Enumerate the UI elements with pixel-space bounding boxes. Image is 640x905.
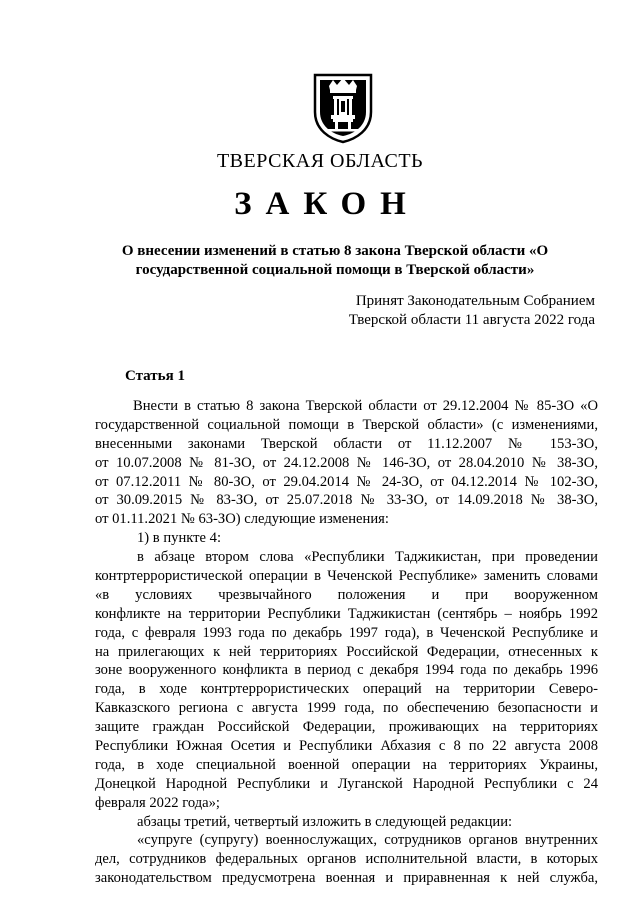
article-heading: Статья 1 bbox=[125, 368, 185, 384]
text-line: «супруге (супругу) военнослужащих, сотрудников органов внутренних bbox=[137, 832, 598, 849]
text-line: конфликте на территории Республики Таджикистан (сентябрь – ноябрь 1992 bbox=[95, 605, 598, 622]
text-line: Кавказского региона с августа 1999 года, по обеспечению безопасности и bbox=[95, 700, 598, 717]
text-line: Донецкой Народной Республики и Луганской Народной Республики с 24 bbox=[95, 775, 598, 792]
text-line: «в условиях чрезвычайного положения и при вооруженном bbox=[95, 586, 598, 603]
text-line: 1) в пункте 4: bbox=[137, 530, 222, 547]
text-line: февраля 2022 года»; bbox=[95, 794, 220, 811]
subtitle-line: О внесении изменений в статью 8 закона Тверской области «О bbox=[121, 243, 549, 259]
text-line: года, с февраля 1993 года по декабрь 1997 года), в Чеченской Республике и bbox=[95, 624, 598, 641]
text-line: в абзаце втором слова «Республики Таджикистан, при проведении bbox=[137, 549, 598, 566]
coat-of-arms-icon bbox=[312, 72, 374, 144]
law-subtitle bbox=[120, 242, 550, 280]
subtitle-line: государственной социальной помощи в Тверской области» bbox=[135, 262, 535, 278]
text-line: защите граждан Российской Федерации, проживающих на территориях bbox=[95, 719, 598, 736]
text-line: абзацы третий, четвертый изложить в следующей редакции: bbox=[137, 813, 513, 830]
region-name: ТВЕРСКАЯ ОБЛАСТЬ bbox=[216, 150, 424, 172]
text-line: зоне вооруженного конфликта в период с декабря 1994 года по декабрь 1996 bbox=[95, 662, 598, 679]
text-line: на прилегающих к ней территориях Российской Федерации, отнесенных к bbox=[95, 643, 598, 660]
text-line: от 07.12.2011 № 80-ЗО, от 29.04.2014 № 24-ЗО, от 04.12.2014 № 102-ЗО, bbox=[95, 473, 598, 490]
adoption-line: Тверской области 11 августа 2022 года bbox=[348, 312, 595, 328]
text-line: от 10.07.2008 № 81-ЗО, от 24.12.2008 № 146-ЗО, от 28.04.2010 № 38-ЗО, bbox=[95, 454, 598, 471]
text-line: Внести в статью 8 закона Тверской области от 29.12.2004 № 85-ЗО «О bbox=[133, 398, 598, 414]
law-title: ЗАКОН bbox=[234, 186, 420, 222]
text-line: года, в ходе контртеррористических операций на территории Северо- bbox=[95, 681, 598, 698]
text-line: контртеррористической операции в Чеченской Республике» заменить словами bbox=[95, 568, 598, 585]
text-line: внесенными законами Тверской области от 11.12.2007 № 153-ЗО, bbox=[95, 435, 598, 452]
text-line: законодательством предусмотрена военная и приравненная к ней служба, bbox=[95, 870, 598, 887]
adoption-line: Принят Законодательным Собранием bbox=[355, 293, 595, 309]
text-line: года, в ходе специальной военной операции на территориях Украины, bbox=[95, 756, 598, 773]
article-body bbox=[95, 397, 598, 888]
text-line: Республики Южная Осетия и Республики Абхазия с 8 по 22 августа 2008 bbox=[95, 738, 598, 755]
text-line: от 01.11.2021 № 63-ЗО) следующие изменения: bbox=[95, 511, 389, 528]
text-line: государственной социальной помощи в Тверской области» (с изменениями, bbox=[95, 416, 598, 433]
text-line: дел, сотрудников федеральных органов исполнительной власти, в которых bbox=[95, 851, 598, 868]
text-line: от 30.09.2015 № 83-ЗО, от 25.07.2018 № 33-ЗО, от 14.09.2018 № 38-ЗО, bbox=[95, 492, 598, 509]
adoption-note bbox=[275, 292, 595, 330]
